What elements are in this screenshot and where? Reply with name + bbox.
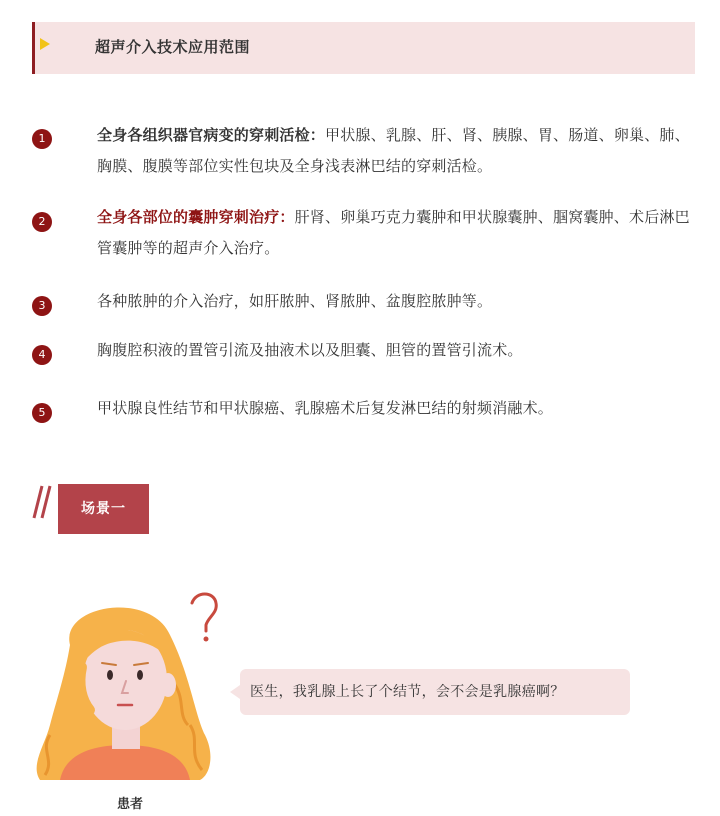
item-heading: 全身各部位的囊肿穿刺治疗： <box>97 208 295 226</box>
section-title-bar <box>32 22 695 74</box>
speaker-label: 患者 <box>116 797 143 812</box>
item-number-badge: 4 <box>32 345 52 365</box>
item-text: 甲状腺良性结节和甲状腺癌、乳腺癌术后复发淋巴结的射频消融术。 <box>97 399 554 417</box>
scene-label: 场景一 <box>58 484 149 534</box>
speech-bubble: 医生，我乳腺上长了个结节，会不会是乳腺癌啊？ <box>240 669 630 715</box>
item-number-badge: 3 <box>32 296 52 316</box>
item-text <box>97 120 697 182</box>
patient-avatar <box>30 585 230 780</box>
item-number-badge: 1 <box>32 129 52 149</box>
item-text <box>97 202 697 264</box>
question-mark-icon <box>192 594 216 642</box>
section-title: 超声介入技术应用范围 <box>95 38 251 56</box>
item-heading: 全身各组织器官病变的穿刺活检： <box>97 126 326 144</box>
item-text: 胸腹腔积液的置管引流及抽液术以及胆囊、胆管的置管引流术。 <box>97 341 523 359</box>
item-number-badge: 2 <box>32 212 52 232</box>
item-number-badge: 5 <box>32 403 52 423</box>
item-body: 甲状腺、乳腺、肝、肾、胰腺、胃、肠道、卵巢、肺、胸膜、腹膜等部位实性包块及全身浅表淋巴结的穿刺活检。 <box>97 126 690 175</box>
speech-bubble-tail <box>230 685 240 699</box>
double-slash-icon <box>32 482 54 522</box>
item-body: 肝肾、卵巢巧克力囊肿和甲状腺囊肿、腘窝囊肿、术后淋巴管囊肿等的超声介入治疗。 <box>97 208 690 257</box>
triangle-marker-icon <box>40 38 50 50</box>
item-text: 各种脓肿的介入治疗，如肝脓肿、肾脓肿、盆腹腔脓肿等。 <box>97 292 493 310</box>
